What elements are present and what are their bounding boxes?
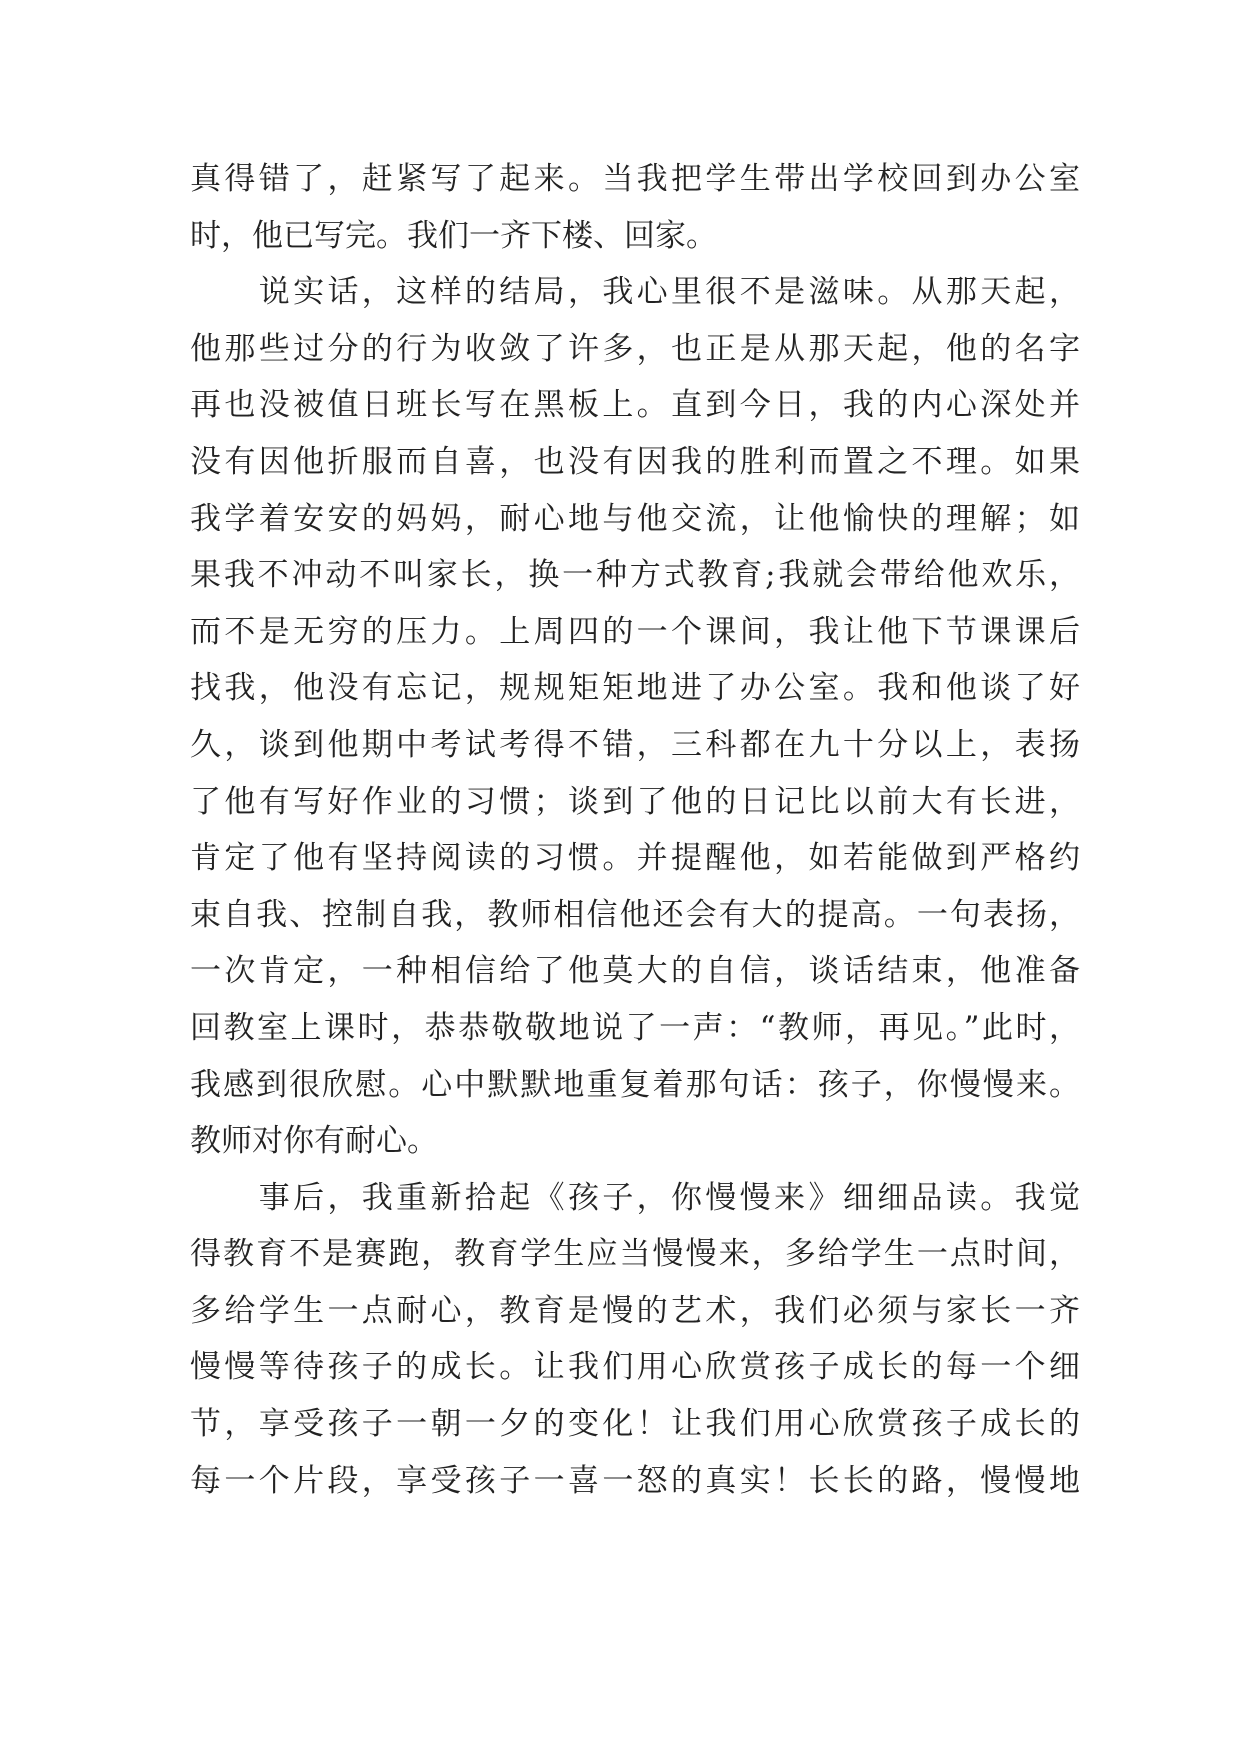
text-line: 果我不冲动不叫家长，换一种方式教育;我就会带给他欢乐， [190, 557, 1080, 594]
text-line: 了他有写好作业的习惯；谈到了他的日记比以前大有长进， [190, 783, 1080, 820]
text-line: 教师对你有耐心。 [190, 1123, 438, 1160]
text-line: 久，谈到他期中考试考得不错，三科都在九十分以上，表扬 [190, 726, 1080, 763]
text-line: 找我，他没有忘记，规规矩矩地进了办公室。我和他谈了好 [190, 670, 1080, 707]
text-line: 肯定了他有坚持阅读的习惯。并提醒他，如若能做到严格约 [190, 840, 1080, 877]
text-line: 每一个片段，享受孩子一喜一怒的真实！长长的路，慢慢地 [190, 1462, 1080, 1499]
text-line: 事后，我重新拾起《孩子，你慢慢来》细细品读。我觉 [190, 1179, 1080, 1216]
text-line: 说实话，这样的结局，我心里很不是滋味。从那天起， [190, 274, 1080, 311]
body-text [190, 151, 1080, 1509]
text-line: 回教室上课时，恭恭敬敬地说了一声：“教师，再见。”此时， [190, 1009, 1080, 1046]
text-line: 没有因他折服而自喜，也没有因我的胜利而置之不理。如果 [190, 443, 1080, 480]
text-line: 束自我、控制自我，教师相信他还会有大的提高。一句表扬， [190, 896, 1080, 933]
text-line: 一次肯定，一种相信给了他莫大的自信，谈话结束，他准备 [190, 953, 1080, 990]
text-line: 真得错了，赶紧写了起来。当我把学生带出学校回到办公室 [190, 161, 1080, 197]
text-line: 慢慢等待孩子的成长。让我们用心欣赏孩子成长的每一个细 [190, 1349, 1080, 1386]
text-line: 得教育不是赛跑，教育学生应当慢慢来，多给学生一点时间， [190, 1236, 1080, 1273]
text-line: 时，他已写完。我们一齐下楼、回家。 [190, 217, 717, 254]
text-line: 节，享受孩子一朝一夕的变化！让我们用心欣赏孩子成长的 [190, 1406, 1080, 1443]
text-line: 再也没被值日班长写在黑板上。直到今日，我的内心深处并 [190, 387, 1080, 424]
text-line: 多给学生一点耐心，教育是慢的艺术，我们必须与家长一齐 [190, 1292, 1080, 1329]
text-line: 他那些过分的行为收敛了许多，也正是从那天起，他的名字 [190, 330, 1080, 367]
text-line: 而不是无穷的压力。上周四的一个课间，我让他下节课课后 [190, 613, 1080, 650]
text-line: 我感到很欣慰。心中默默地重复着那句话：孩子，你慢慢来。 [190, 1066, 1080, 1103]
text-line: 我学着安安的妈妈，耐心地与他交流，让他愉快的理解；如 [190, 500, 1080, 537]
